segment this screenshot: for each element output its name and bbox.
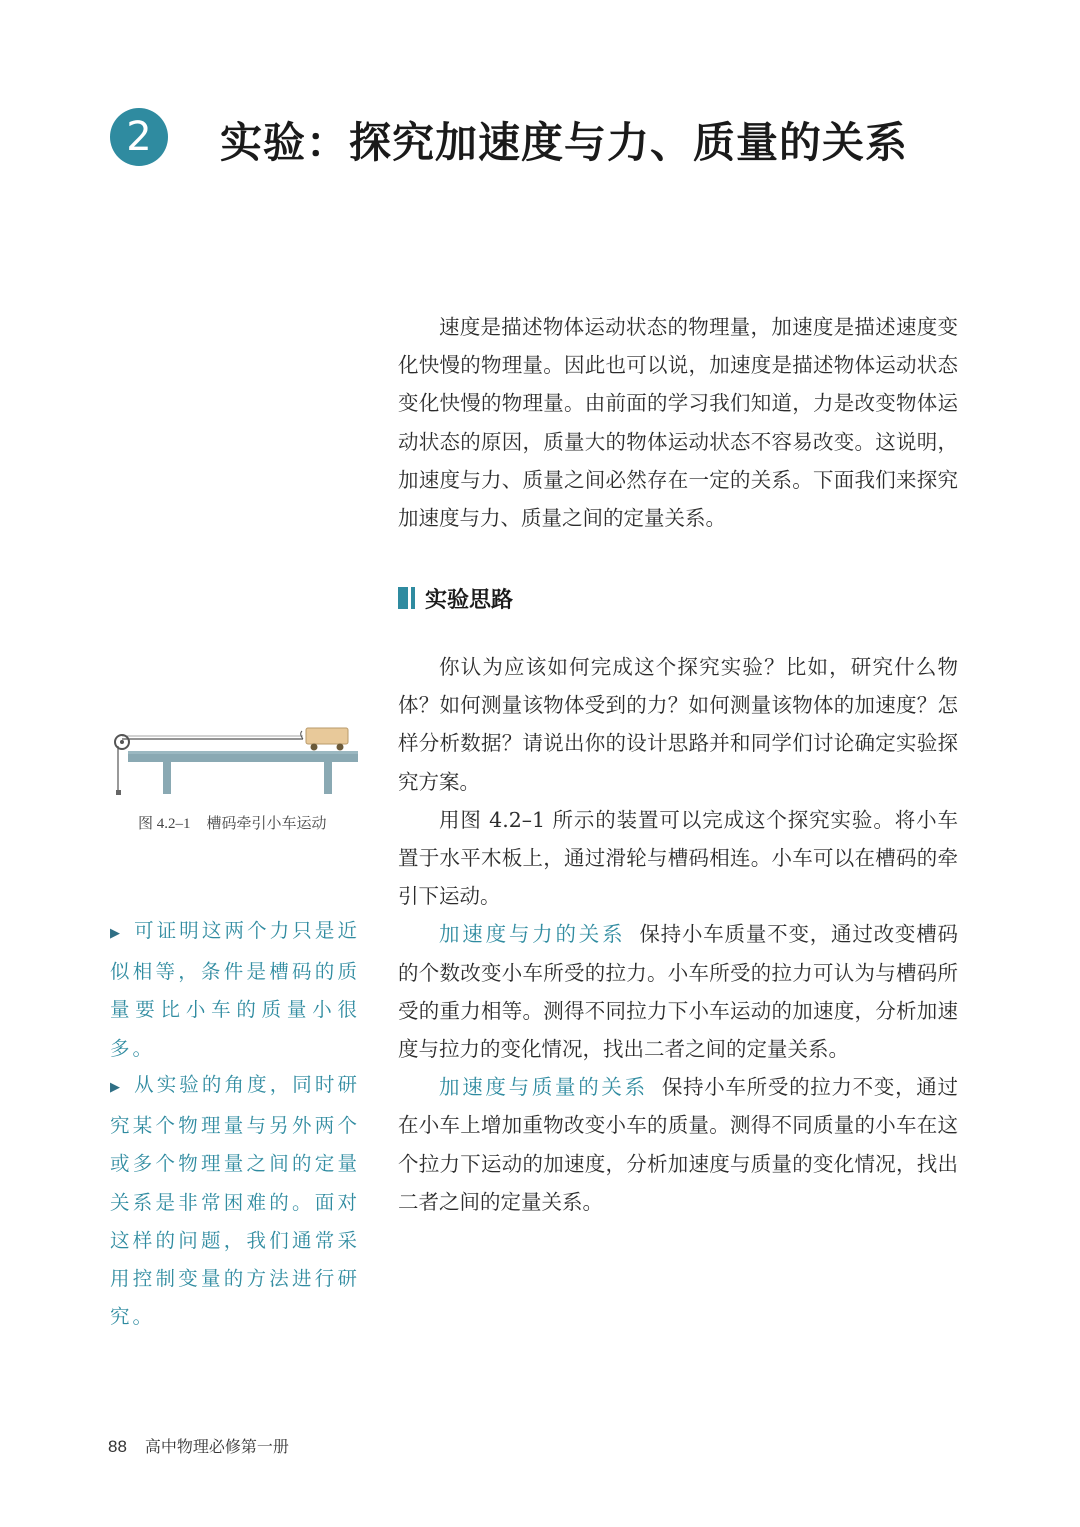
intro-paragraph-block (398, 308, 958, 537)
triangle-bullet-icon: ▶ (110, 1080, 121, 1095)
figure-caption (138, 812, 327, 833)
side-note (110, 912, 360, 1068)
section-number-badge: 2 (110, 108, 168, 166)
pulley-axle (120, 740, 124, 744)
text-mass-relation: 保持小车所受的拉力不变，通过在小车上增加重物改变小车的质量。测得不同质量的小车在这个拉力下运动的加速度，分析加速度与质量的变化情况，找出二者之间的定量关系。 (398, 1075, 959, 1214)
section-title: 实验：探究加速度与力、质量的关系 (220, 118, 909, 167)
page-number: 88 (108, 1437, 127, 1456)
page-footer (108, 1434, 289, 1457)
table-leg-left (163, 762, 171, 794)
cart-pulley-figure (108, 722, 364, 797)
figure-number: 图 4.2–1 (138, 816, 191, 832)
hook-weight-icon (116, 790, 121, 795)
cart-body (306, 728, 348, 744)
side-note-text: 可证明这两个力只是近似相等，条件是槽码的质量要比小车的质量小很多。 (110, 919, 360, 1060)
triangle-bullet-icon: ▶ (110, 926, 121, 941)
lead-mass-relation: 加速度与质量的关系 (439, 1075, 648, 1100)
figure-caption-text: 槽码牵引小车运动 (206, 816, 327, 832)
subheading (398, 582, 513, 614)
table-leg-right (324, 762, 332, 794)
intro-paragraph: 速度是描述物体运动状态的物理量，加速度是描述速度变化快慢的物理量。因此也可以说，加速度是描述物体运动状态变化快慢的物理量。由前面的学习我们知道，力是改变物体运动状态的原因，质量大的物体运动状态不容易改变。这说明，加速度与力、质量之间必然存在一定的关系。下面我们来探究加速度与力、质量之间的定量关系。 (398, 315, 958, 531)
experiment-idea-text (398, 648, 958, 1221)
subheading-marker-icon (398, 587, 408, 609)
cart-wheel-right (337, 744, 344, 751)
paragraph-mass-relation (398, 1068, 958, 1221)
book-title: 高中物理必修第一册 (144, 1439, 289, 1456)
text-force-relation: 保持小车质量不变，通过改变槽码的个数改变小车所受的拉力。小车所受的拉力可认为与槽码所受的重力相等。测得不同拉力下小车运动的加速度，分析加速度与拉力的变化情况，找出二者之间的定量关系。 (398, 922, 959, 1062)
cart-hook (301, 731, 303, 739)
lead-force-relation: 加速度与力的关系 (439, 922, 626, 947)
side-note (110, 1066, 360, 1336)
paragraph-apparatus: 用图 4.2–1 所示的装置可以完成这个探究实验。将小车置于水平木板上，通过滑轮与槽码相连。小车可以在槽码的牵引下运动。 (398, 807, 958, 909)
track-board (128, 753, 358, 762)
paragraph-force-relation (398, 915, 958, 1068)
side-note-text: 从实验的角度，同时研究某个物理量与另外两个或多个物理量之间的定量关系是非常困难的。面对这样的问题，我们通常采用控制变量的方法进行研究。 (110, 1073, 360, 1329)
paragraph-design-questions: 你认为应该如何完成这个探究实验？比如，研究什么物体？如何测量该物体受到的力？如何测量该物体的加速度？怎样分析数据？请说出你的设计思路并和同学们讨论确定实验探究方案。 (398, 655, 958, 794)
table-top-edge (128, 751, 358, 754)
subheading-marker-thin-icon (411, 587, 415, 609)
subheading-text: 实验思路 (425, 587, 514, 613)
cart-wheel-left (311, 744, 318, 751)
